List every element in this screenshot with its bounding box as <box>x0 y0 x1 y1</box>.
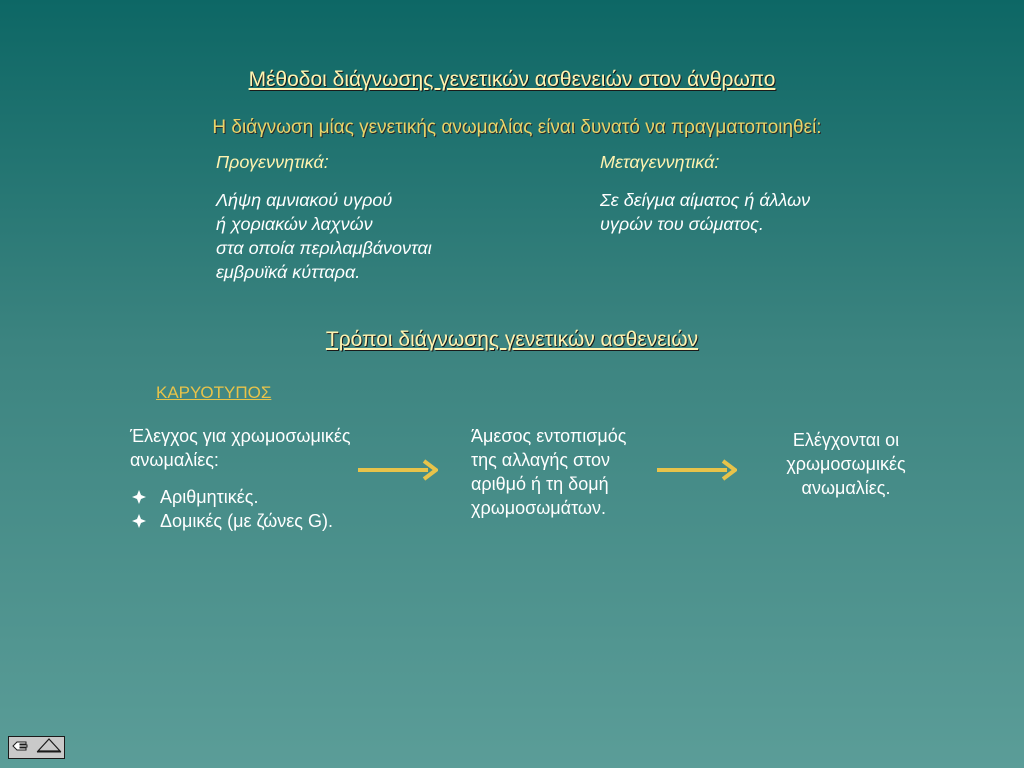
slide-title: Μέθοδοι διάγνωσης γενετικών ασθενειών στον άνθρωπο <box>248 68 776 91</box>
prenatal-line: ή χοριακών λαχνών <box>216 214 373 234</box>
step2-line: χρωμοσωμάτων. <box>471 498 606 518</box>
arrow-right-icon <box>657 459 737 481</box>
section-title: Τρόποι διάγνωσης γενετικών ασθενειών <box>325 328 699 351</box>
step2-line: Άμεσος εντοπισμός <box>471 426 627 446</box>
prenatal-line: στα οποία περιλαμβάνονται <box>216 238 432 258</box>
postnatal-line: Σε δείγμα αίματος ή άλλων <box>600 190 811 210</box>
step3-line: χρωμοσωμικές <box>786 454 906 474</box>
step3-text <box>766 428 926 500</box>
hand-pointer-icon[interactable] <box>11 737 31 758</box>
step1-line: Έλεγχος για χρωμοσωμικές <box>130 426 351 446</box>
slide-navigation-button[interactable] <box>8 736 65 759</box>
bullet-text: Αριθμητικές. <box>160 487 259 507</box>
bullet-item <box>132 485 333 509</box>
bullet-list <box>132 485 333 533</box>
bullet-text: Δομικές (με ζώνες G). <box>160 511 333 531</box>
slide-subtitle: Η διάγνωση μίας γενετικής ανωμαλίας είναι δυνατό να πραγματοποιηθεί: <box>212 117 822 138</box>
triangle-icon[interactable] <box>36 737 62 758</box>
step2-text <box>471 424 626 520</box>
step3-line: ανωμαλίες. <box>801 478 891 498</box>
postnatal-text <box>600 188 810 236</box>
step1-text <box>130 424 351 472</box>
prenatal-line: Λήψη αμνιακού υγρού <box>216 190 393 210</box>
prenatal-line: εμβρυϊκά κύτταρα. <box>216 262 361 282</box>
postnatal-heading: Μεταγεννητικά: <box>600 152 720 172</box>
arrow-right-icon <box>358 459 438 481</box>
diamond-bullet-icon <box>132 514 146 528</box>
prenatal-text <box>216 188 432 284</box>
step3-line: Ελέγχονται οι <box>792 430 900 450</box>
step2-line: αριθμό ή τη δομή <box>471 474 609 494</box>
karyotype-label: ΚΑΡΥΟΤΥΠΟΣ <box>156 383 272 402</box>
diamond-bullet-icon <box>132 490 146 504</box>
postnatal-line: υγρών του σώματος. <box>600 214 764 234</box>
prenatal-heading: Προγεννητικά: <box>216 152 329 172</box>
bullet-item <box>132 509 333 533</box>
step1-line: ανωμαλίες: <box>130 450 219 470</box>
step2-line: της αλλαγής στον <box>471 450 610 470</box>
